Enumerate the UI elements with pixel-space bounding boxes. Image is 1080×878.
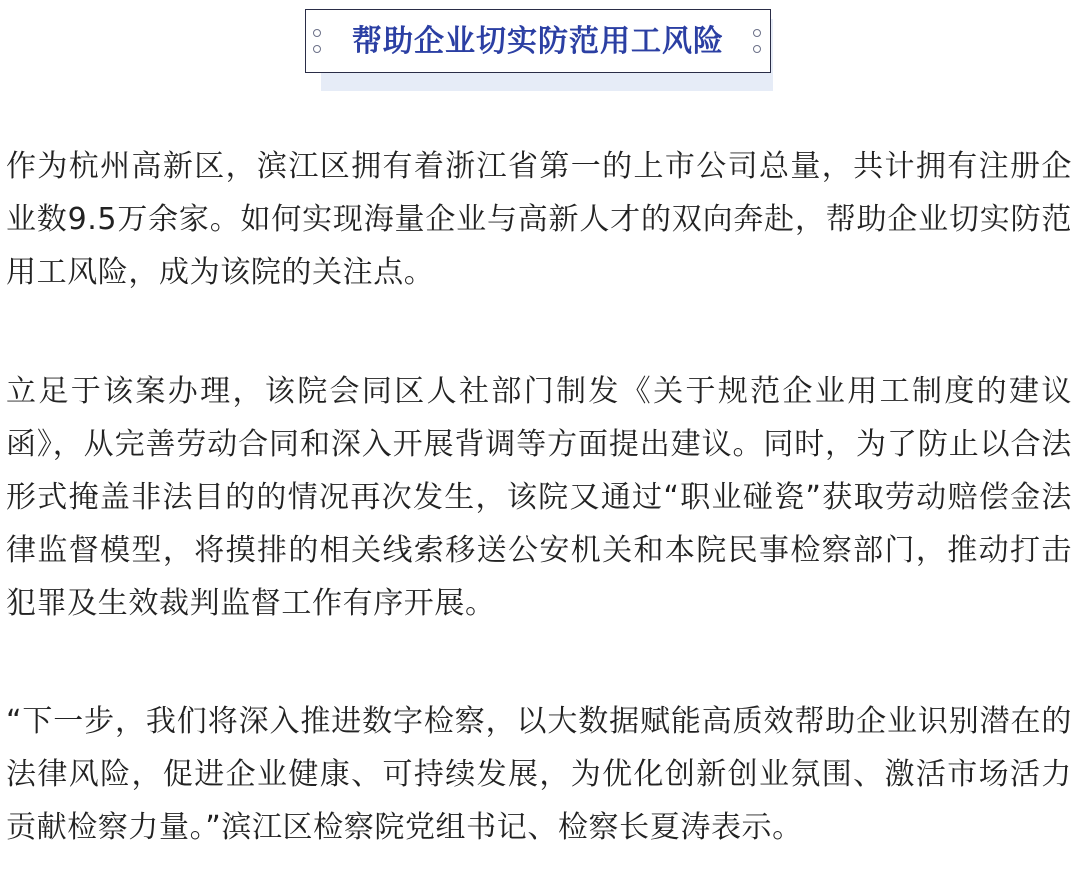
heading-title: 帮助企业切实防范用工风险 — [352, 24, 724, 59]
paragraph-3: “下一步，我们将深入推进数字检察，以大数据赋能高质效帮助企业识别潜在的法律风险，促进企业健康、可持续发展，为优化创新创业氛围、激活市场活力贡献检察力量。”滨江区检察院党组书记、检察长夏涛表示。 — [6, 704, 1072, 845]
paragraph-2: 立足于该案办理，该院会同区人社部门制发《关于规范企业用工制度的建议函》，从完善劳动合同和深入开展背调等方面提出建议。同时，为了防止以合法形式掩盖非法目的的情况再次发生，该院又通过“职业碰瓷”获取劳动赔偿金法律监督模型，将摸排的相关线索移送公安机关和本院民事检察部门，推动打击犯罪及生效裁判监督工作有序开展。 — [6, 374, 1072, 621]
paragraph-1: 作为杭州高新区，滨江区拥有着浙江省第一的上市公司总量，共计拥有注册企业数9.5万余家。如何实现海量企业与高新人才的双向奔赴，帮助企业切实防范用工风险，成为该院的关注点。 — [6, 149, 1072, 290]
circle-icon — [753, 45, 761, 53]
circle-icon — [753, 29, 761, 37]
section-heading — [305, 9, 773, 75]
heading-box — [305, 9, 771, 73]
right-circles-ornament-icon — [752, 27, 764, 59]
